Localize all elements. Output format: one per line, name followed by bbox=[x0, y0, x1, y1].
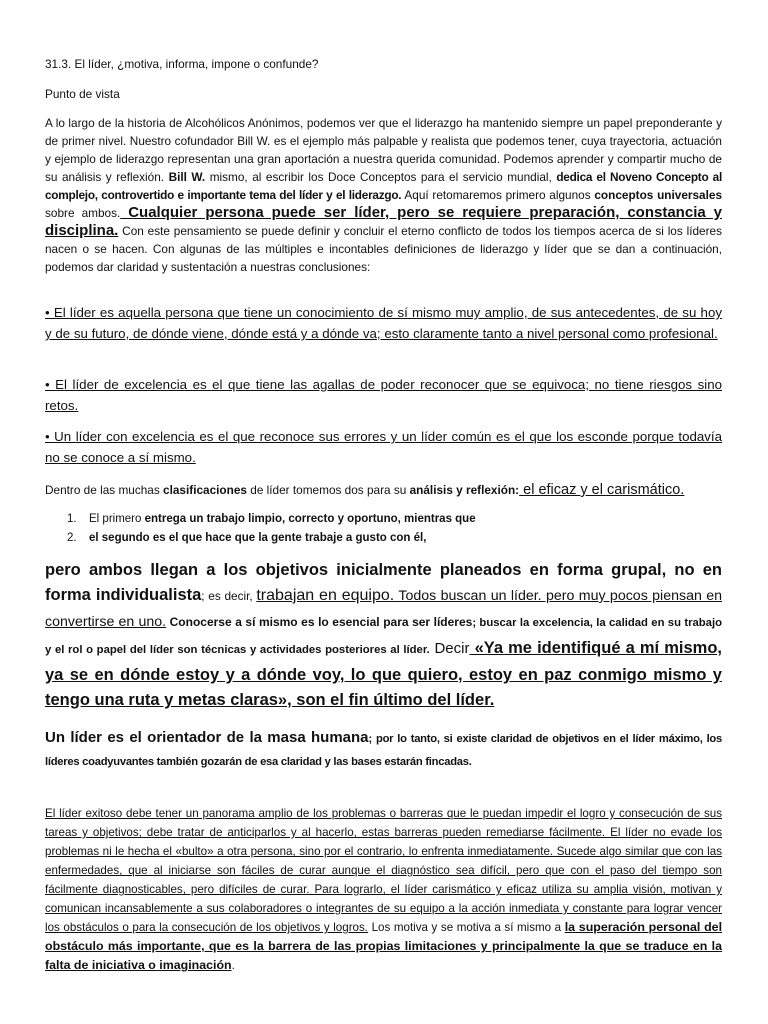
classif-text-5: el eficaz y el carismático. bbox=[519, 482, 685, 498]
classification-line bbox=[45, 480, 722, 500]
list-item-bold: el segundo es el que hace que la gente trabaje a gusto con él, bbox=[89, 531, 427, 544]
classif-text-2: clasificaciones bbox=[163, 483, 247, 497]
know-yourself-statement: Conocerse a sí mismo es lo esencial para ser líderes bbox=[166, 615, 473, 629]
leader-quote: «Ya me identifiqué a mí mismo, ya se en dónde estoy y a dónde voy, lo que quiero, estoy en paz conmigo mismo y tengo una ruta y metas claras», son el fin último del líder. bbox=[45, 639, 723, 709]
final-text-1: El líder exitoso debe tener un panorama amplio de los problemas o barreras que le puedan impedir el logro y consecución de sus tareas y objetivos; debe tratar de anticiparlos y al hacerlo, estas barreras pueden remediarse fácilmente. El líder no evade los problemas ni le hecha el «bulto» a otra persona, sino por el contrario, lo enfrenta inmediatamente. bbox=[45, 807, 722, 858]
intro-key-statement: Cualquier persona puede ser líder, pero se requiere preparación, constancia y disciplina. bbox=[45, 204, 722, 239]
bullet-2: • El líder de excelencia es el que tiene las agallas de poder reconocer que se equivoca; no tiene riesgos sino retos. bbox=[45, 377, 722, 413]
intro-text-9: Con este pensamiento se puede definir y concluir el eterno conflicto de todos los tiempos acerca de si los líderes nacen o se hacen. Con algunas de las múltiples e incontables definiciones de liderazgo y líder que se dan a continuación, podemos dar claridad y sustentación a nuestras conclusiones: bbox=[45, 224, 722, 274]
intro-text-7: sobre ambos. bbox=[45, 206, 121, 220]
excellence-statement: ; buscar la excelencia, la calidad en su trabajo y el rol o papel del líder son técnicas y actividades posteriores al líder. bbox=[45, 617, 723, 656]
list-item-number: 1. bbox=[67, 513, 77, 525]
final-text-3: Los motiva y se motiva a sí mismo a bbox=[368, 921, 565, 934]
list-item bbox=[45, 529, 722, 548]
intro-text-5: Aquí retomaremos primero algunos bbox=[401, 188, 595, 202]
list-item-pre: El primero bbox=[89, 513, 145, 525]
final-text-2: Sucede algo similar que con las enfermedades, que al iniciarse son fáciles de curar aunque el diagnóstico sea difícil, pero que con el paso del tiempo son fácilmente diagnosticables, pero difíciles de curar. Para lograrlo, el líder carismático y eficaz utiliza su amplia visión, motivan y comunican incansablemente a sus colaboradores o integrantes de su equipo a la acción inmediata y constante para lograr vencer los obstáculos o para la consecución de los objetivos y logros. bbox=[45, 845, 722, 934]
objectives-paragraph bbox=[45, 558, 722, 713]
final-paragraph bbox=[45, 804, 722, 975]
intro-ninth-concept: dedica el Noveno Concepto al complejo, controvertido e importante tema del líder y el liderazgo. bbox=[45, 170, 723, 202]
classif-text-3: de líder tomemos dos para su bbox=[246, 483, 410, 497]
objectives-text-2: ; es decir, bbox=[201, 589, 257, 603]
everyone-seeks-leader: Todos buscan un líder. pero muy pocos piensan en convertirse en uno. bbox=[45, 588, 723, 630]
leader-types-list bbox=[45, 510, 722, 547]
list-item bbox=[45, 510, 722, 529]
orientation-bold: Un líder es el orientador de la masa humana bbox=[45, 729, 369, 746]
point-of-view-subheading: Punto de vista bbox=[45, 87, 120, 101]
teamwork-phrase: trabajan en equipo. bbox=[256, 587, 395, 604]
classif-text-1: Dentro de las muchas bbox=[45, 483, 164, 497]
section-heading: 31.3. El líder, ¿motiva, informa, impone o confunde? bbox=[45, 57, 319, 71]
intro-universal-concepts: conceptos universales bbox=[594, 188, 723, 202]
final-text-5: . bbox=[231, 959, 235, 972]
intro-paragraph bbox=[45, 114, 722, 276]
list-item-number: 2. bbox=[67, 531, 77, 544]
objectives-bold-statement: pero ambos llegan a los objetivos inicialmente planeados en forma grupal, no en forma individualista bbox=[45, 561, 722, 604]
final-text-4: la superación personal del obstáculo más importante, que es la barrera de las propias limitaciones y principalmente la que se traduce en la falta de iniciativa o imaginación bbox=[45, 920, 723, 972]
bullet-1: • El líder es aquella persona que tiene un conocimiento de sí mismo muy amplio, de sus antecedentes, de su hoy y de su futuro, de dónde viene, dónde está y a dónde va; esto claramente tanto a nivel personal como profesional. bbox=[45, 305, 722, 341]
intro-bill-w: Bill W. bbox=[168, 170, 206, 184]
bullet-3: • Un líder con excelencia es el que reconoce sus errores y un líder común es el que los esconde porque todavía no se conoce a sí mismo. bbox=[45, 429, 722, 465]
list-item-bold: entrega un trabajo limpio, correcto y oportuno, mientras que bbox=[144, 513, 476, 525]
classif-text-4: análisis y reflexión: bbox=[409, 483, 520, 497]
orientation-paragraph bbox=[45, 727, 722, 773]
intro-text-1: A lo largo de la historia de Alcohólicos Anónimos, podemos ver que el liderazgo ha mantenido siempre un papel preponderante y de primer nivel. Nuestro cofundador Bill W. es el ejemplo más palpable y realista que podemos tener, cuya trayectoria, actuación y ejemplo de liderazgo representan una gran aportación a nuestra querida comunidad. Podemos aprender y compartir mucho de su análisis y reflexión. bbox=[45, 116, 722, 184]
intro-text-3: mismo, al escribir los Doce Conceptos para el servicio mundial, bbox=[205, 170, 557, 184]
decir-word: Decir bbox=[429, 640, 470, 657]
orientation-text: ; por lo tanto, si existe claridad de objetivos en el líder máximo, los líderes coadyuvantes también gozarán de esa claridad y las bases estarán fincadas. bbox=[45, 733, 722, 768]
